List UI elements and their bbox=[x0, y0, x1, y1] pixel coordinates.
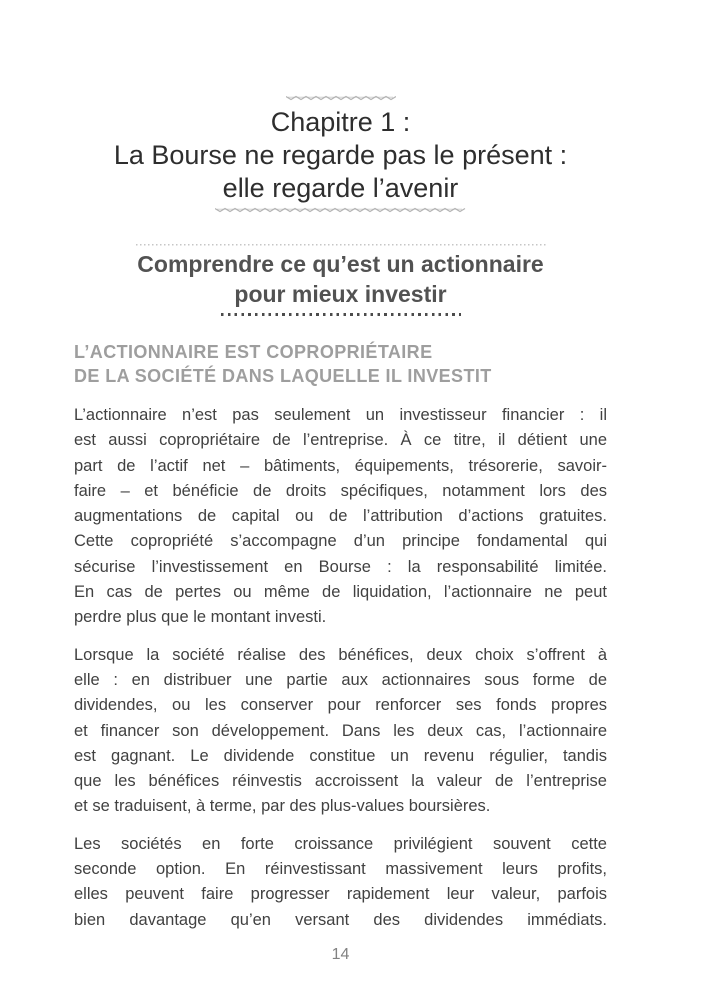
content-column bbox=[74, 94, 607, 933]
section-title: Comprendre ce qu’est un actionnaire pour mieux investir bbox=[137, 251, 544, 307]
subheading: L’ACTIONNAIRE EST COPROPRIÉTAIRE DE LA SOCIÉTÉ DANS LAQUELLE IL INVESTIT bbox=[74, 342, 492, 386]
squiggle-divider-bottom bbox=[74, 206, 607, 214]
dotted-underline bbox=[221, 313, 461, 316]
dotted-divider bbox=[136, 244, 546, 246]
paragraph-2: Lorsque la société réalise des bénéfices, deux choix s’offrent à elle : en distribuer une partie aux actionnaires sous forme de dividendes, ou les conserver pour renforcer ses fonds propres et financer son développement. Dans les deux cas, l’actionnaire est gagnant. Le dividende constitue un revenu régulier, tandis que les bénéfices réinvestis accroissent la valeur de l’entreprise et se traduisent, à terme, par des plus-values boursières. bbox=[74, 645, 607, 816]
page-number: 14 bbox=[331, 946, 350, 963]
squiggle-divider-top bbox=[74, 94, 607, 102]
paragraph-3: Les sociétés en forte croissance privilégient souvent cette seconde option. En réinvestissant massivement leurs profits, elles peuvent faire progresser rapidement leur valeur, parfois bien davantage qu’en versant des dividendes immédiats. bbox=[74, 834, 607, 929]
paragraph-1: L’actionnaire n’est pas seulement un investisseur financier : il est aussi copropriétaire de l’entreprise. À ce titre, il détient une part de l’actif net – bâtiments, équipements, trésorerie, savoir- faire – et bénéficie de droits spécifiques, notamment lors des augmentations de capital ou de l’attribution d’actions gratuites. Cette copropriété s’accompagne d’un principe fondamental qui sécurise l’investissement en Bourse : la responsabilité limitée. En cas de pertes ou même de liquidation, l’actionnaire ne peut perdre plus que le montant investi. bbox=[74, 406, 607, 627]
chapter-title: Chapitre 1 : La Bourse ne regarde pas le présent : elle regarde l’avenir bbox=[113, 107, 568, 203]
